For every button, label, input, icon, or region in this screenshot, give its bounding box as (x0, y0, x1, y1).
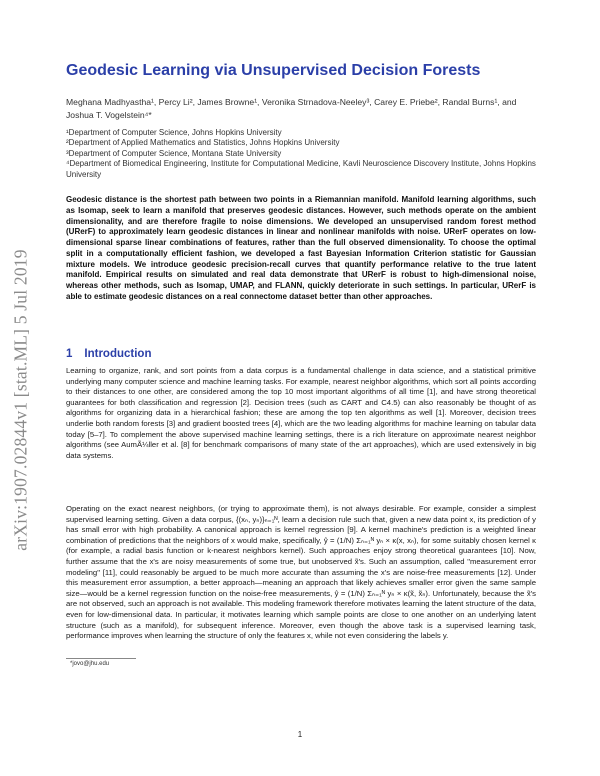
affiliations (66, 128, 538, 180)
affiliation-1: ¹Department of Computer Science, Johns Hopkins University (66, 128, 282, 137)
affiliation-2: ²Department of Applied Mathematics and Statistics, Johns Hopkins University (66, 138, 340, 148)
arxiv-identifier-text: arXiv:1907.02844v1 [stat.ML] 5 Jul 2019 (10, 249, 31, 551)
intro-paragraph-2: Operating on the exact nearest neighbors, (or trying to approximate them), is not always desirable. For example, consider a simplest supervised learning setting. Given a data corpus, {(xₙ, yₙ)}ₙ₌₁ᴺ, learn a decision rule such that, given a new data point x, its prediction of y has small error with high probability. A canonical approach is kernel regression [9]. A kernel machine's prediction is a weighted linear combination of predictions that the neighbors of x would make, specifically, ŷ = (1/N) Σₙ₌₁ᴺ yₙ × κ(x, xₙ), for some suitably chosen kernel κ (for example, a radial basis function or k-nearest neighbors kernel). Such approaches enjoy strong theoretical guarantees [10]. Now, further assume that the x's are noisy measurements of some true, but unobserved x̃'s. Such an assumption, called "measurement error modeling" [11], could reasonably be argued to be much more accurate than assuming the x's are noise-free measurements [12]. Under this measurement error assumption, a better approach—meaning an approach that likely achieves smaller error given the same sample size—would be a kernel regression function on the noise-free measurements, ŷ = (1/N) Σₙ₌₁ᴺ yₙ × κ(x̃, x̃ₙ). Unfortunately, because the x̃'s are not observed, such an approach is not available. This modeling framework therefore motivates learning the latent structure of the data, even for low-dimensional data. In particular, it motivates learning which sample points are close to one another on an underlying latent structure (such as a manifold), for subsequent inference. Moreover, even though the above task is a supervised learning task, performance improves when learning the structure of only the features x, while not even considering the labels y. (66, 504, 536, 641)
intro-paragraph-1: Learning to organize, rank, and sort points from a data corpus is a fundamental challenge in data science, and a statistical primitive underlying many computer science and machine learning tasks. For example, nearest neighbor algorithms, which sort all points according to their distances to one other, are considered among the top 10 most important algorithms of all time [1], and have strong theoretical guarantees for both classification and regression [2]. Decision trees (such as CART and C4.5) can also reasonably be thought of as algorithms for organizing data in a hierarchical fashion; these are among the top ten algorithms as well [1]. Moreover, decision trees underlie both random forests [3] and gradient boosted trees [4], which are the two leading algorithms for machine learning on tabular data today [5–7]. To complement the above supervised machine learning settings, there is a rich literature on approximate nearest neighbor algorithms (see AumÃ¼ller et al. [8] for benchmark comparisons of many state of the art approaches), which are used extensively in big data systems. (66, 366, 536, 460)
section-heading (66, 348, 151, 360)
page-number: 1 (297, 730, 303, 739)
footnote-email: *jovo@jhu.edu (70, 661, 110, 667)
affiliation-3: ³Department of Computer Science, Montana State University (66, 148, 282, 158)
abstract: Geodesic distance is the shortest path between two points in a Riemannian manifold. Manifold learning algorithms, such as Isomap, seek to learn a manifold that preserves geodesic distances. However, such methods operate on the ambient dimensionality, and are therefore fragile to noise dimensions. We developed an unsupervised random forest method (URerF) to approximately learn geodesic distances in linear and nonlinear manifolds with noise. URerF operates on low-dimensional sparse linear combinations of features, rather than the full observed dimensionality. To choose the optimal split in a computationally efficient fashion, we developed a fast Bayesian Information Criterion statistic for Gaussian mixture models. We introduce geodesic precision-recall curves that quantify performance relative to the true latent manifold. Empirical results on simulated and real data demonstrate that URerF is robust to high-dimensional noise, whereas other methods, such as Isomap, UMAP, and FLANN, quickly deteriorate in such settings. In particular, URerF is able to estimate geodesic distances on a real connectome dataset better than other approaches. (66, 195, 536, 301)
arxiv-identifier (6, 210, 36, 590)
footnote-divider (66, 658, 136, 659)
section-number: 1 (66, 348, 73, 360)
section-title: Introduction (84, 348, 152, 360)
paper-title: Geodesic Learning via Unsupervised Decision Forests (66, 62, 481, 79)
affiliation-4: ⁴Department of Biomedical Engineering, Institute for Computational Medicine, Kavli Neuroscience Discovery Institute, Johns Hopkins University (66, 159, 536, 179)
author-list: Meghana Madhyastha¹, Percy Li², James Browne¹, Veronika Strnadova-Neeley³, Carey E. Priebe², Randal Burns¹, and Joshua T. Vogelstein⁴* (66, 97, 517, 120)
